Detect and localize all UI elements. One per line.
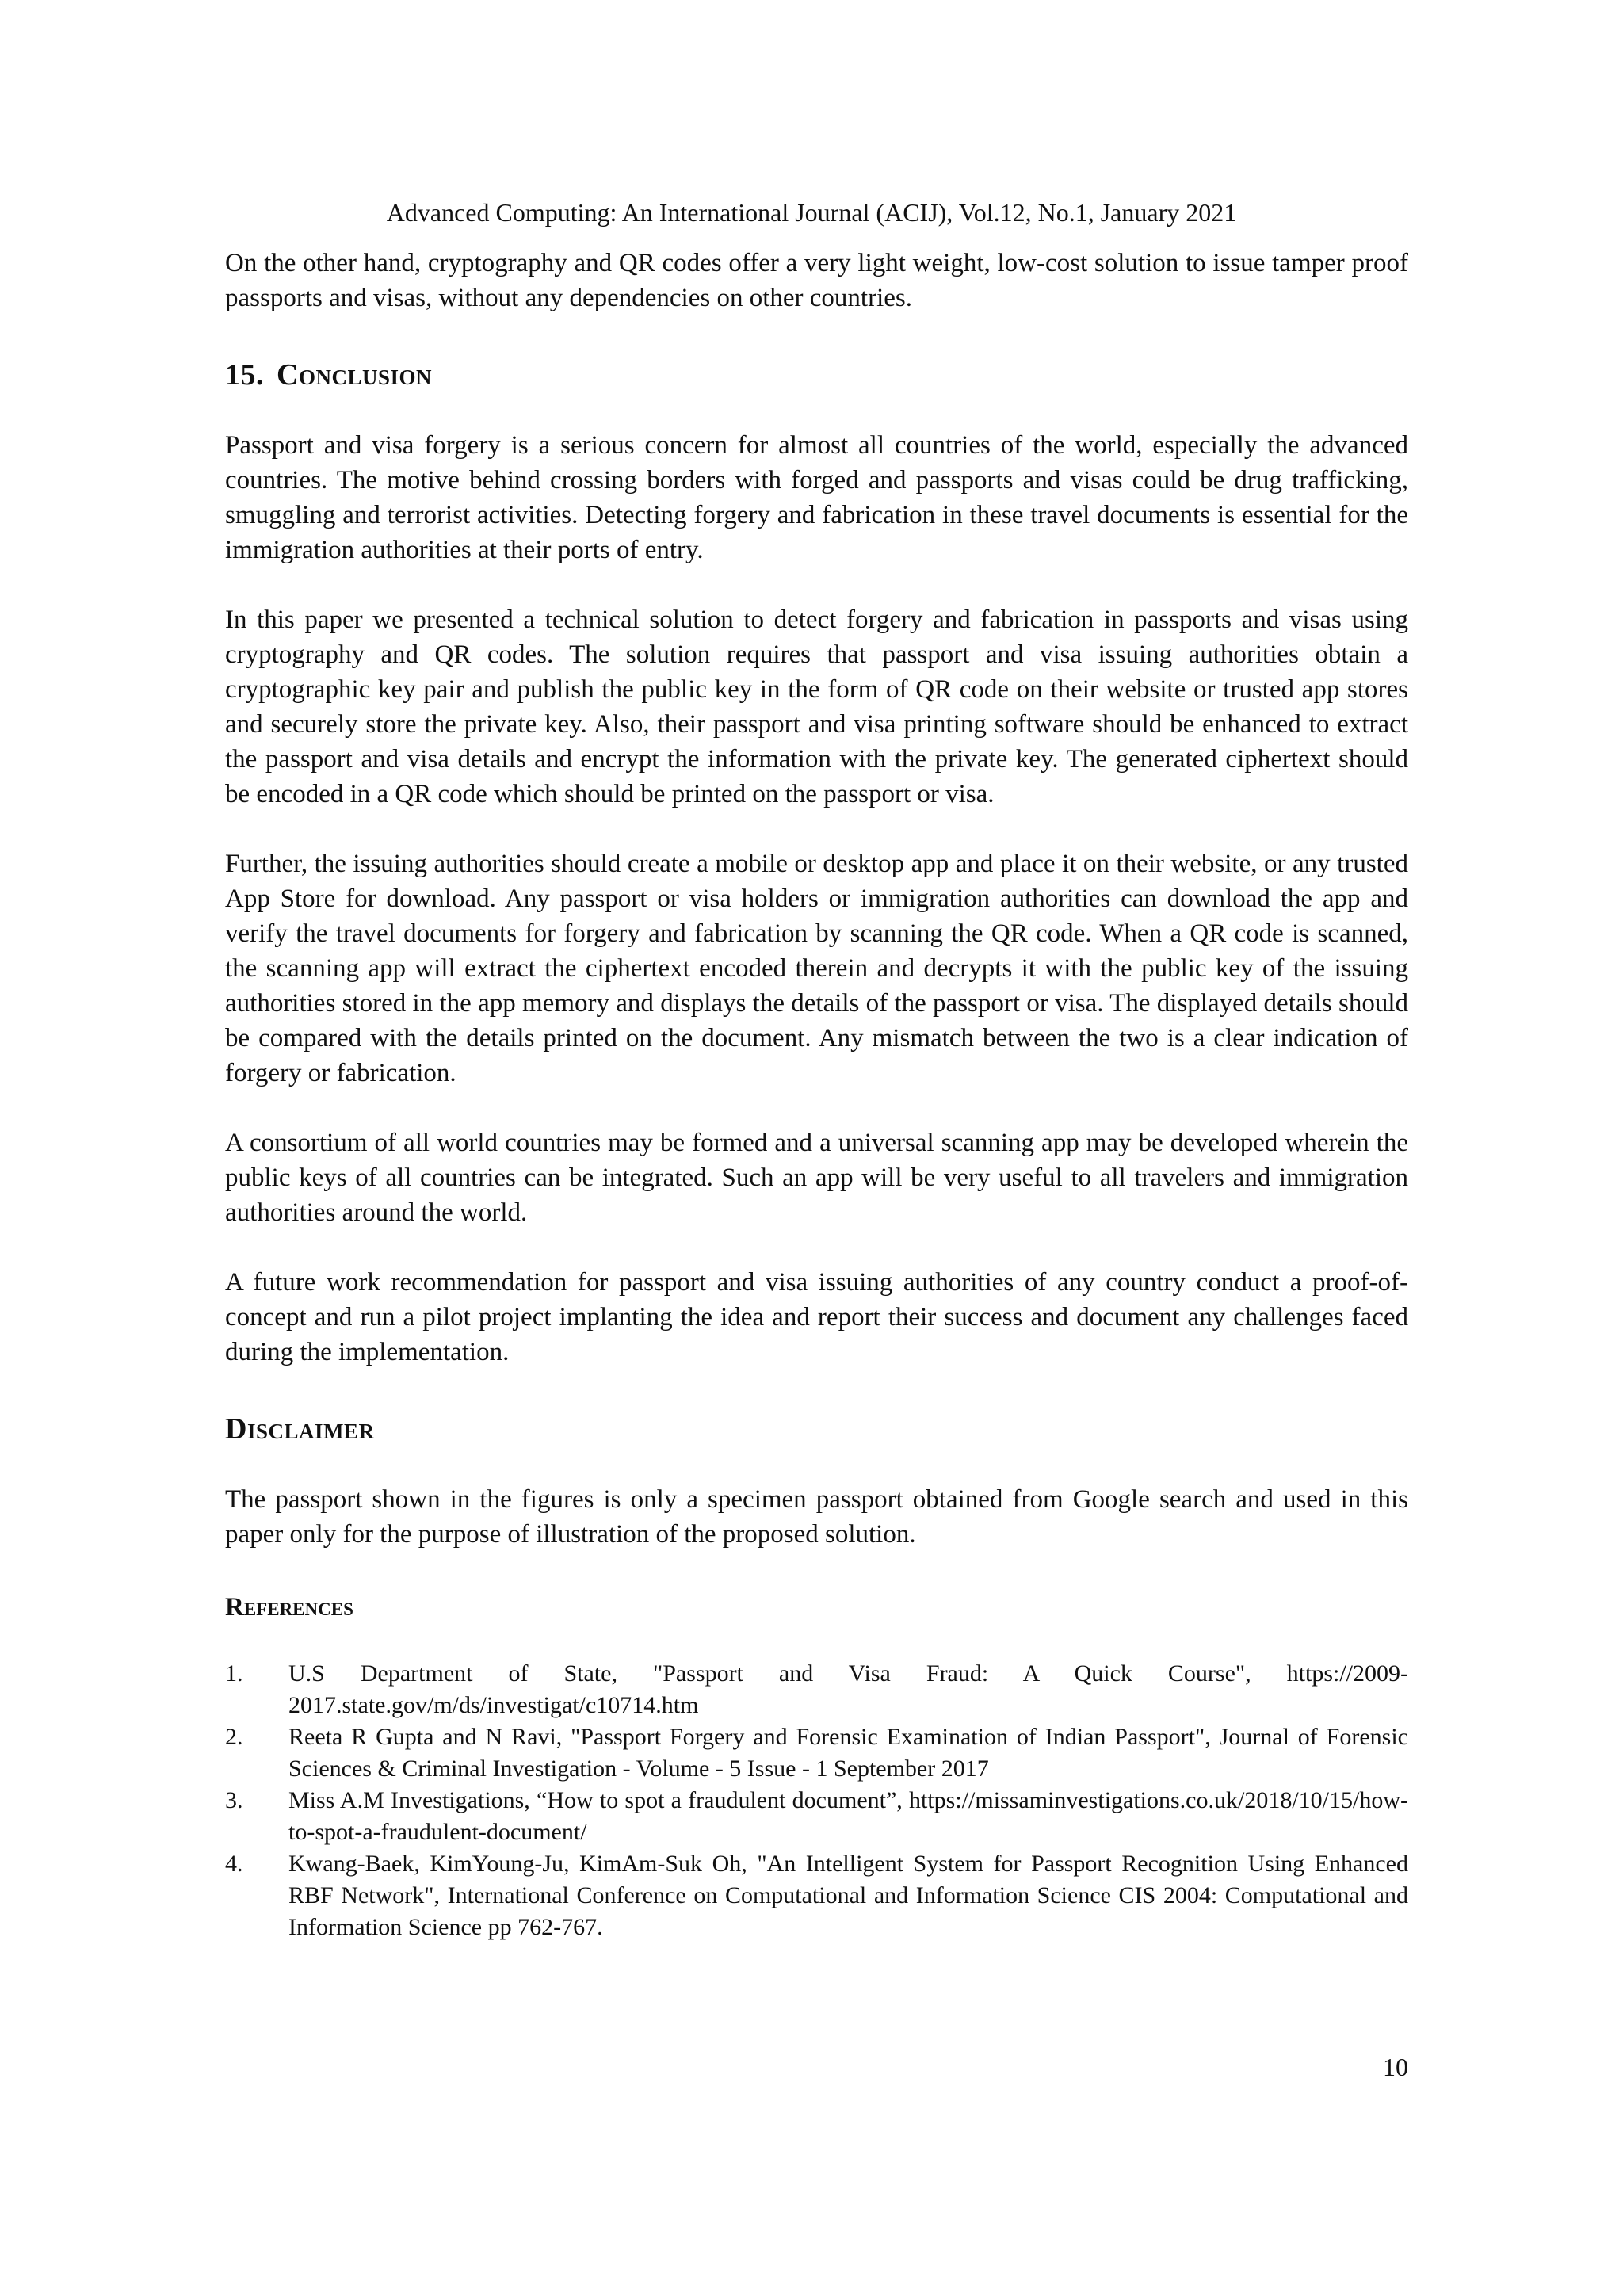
disclaimer-heading: Disclaimer <box>225 1412 375 1446</box>
reference-item <box>225 1785 1408 1848</box>
reference-number: 4. <box>225 1851 243 1877</box>
conclusion-paragraph-2: In this paper we presented a technical solution to detect forgery and fabrication in passports and visas using cryptography and QR codes. The solution requires that passport and visa issuing authorities obtain a cryptographic key pair and publish the public key in the form of QR code on their website or trusted app stores and securely store the private key. Also, their passport and visa printing software should be enhanced to extract the passport and visa details and encrypt the information with the private key. The generated ciphertext should be encoded in a QR code which should be printed on the passport or visa. <box>225 606 1408 808</box>
references-heading: References <box>225 1593 353 1622</box>
reference-text: U.S Department of State, "Passport and Visa Fraud: A Quick Course", https://2009-2017.state.gov/m/ds/investigat/c10714.htm <box>288 1660 1408 1718</box>
references-list <box>225 1658 1408 1943</box>
page-content <box>225 246 1408 1943</box>
reference-text: Kwang-Baek, KimYoung-Ju, KimAm-Suk Oh, "An Intelligent System for Passport Recognition Using Enhanced RBF Network", International Conference on Computational and Information Science CIS 2004: Computational and Information Science pp 762-767. <box>288 1851 1408 1940</box>
running-header: Advanced Computing: An International Journal (ACIJ), Vol.12, No.1, January 2021 <box>386 198 1237 227</box>
reference-number: 3. <box>225 1787 243 1813</box>
reference-text: Reeta R Gupta and N Ravi, "Passport Forgery and Forensic Examination of Indian Passport", Journal of Forensic Sciences & Criminal Investigation - Volume - 5 Issue - 1 September 2017 <box>288 1724 1408 1782</box>
conclusion-paragraph-5: A future work recommendation for passport and visa issuing authorities of any country conduct a proof-of-concept and run a pilot project implanting the idea and report their success and document any challenges faced during the implementation. <box>225 1268 1408 1366</box>
reference-item <box>225 1721 1408 1785</box>
conclusion-heading <box>225 357 1408 393</box>
section-title: Conclusion <box>277 358 432 392</box>
conclusion-paragraph-4: A consortium of all world countries may be formed and a universal scanning app may be developed wherein the public keys of all countries can be integrated. Such an app will be very useful to all travelers and immigration authorities around the world. <box>225 1129 1408 1227</box>
conclusion-paragraph-1: Passport and visa forgery is a serious concern for almost all countries of the world, especially the advanced countries. The motive behind crossing borders with forged and passports and visas could be drug trafficking, smuggling and terrorist activities. Detecting forgery and fabrication in these travel documents is essential for the immigration authorities at their ports of entry. <box>225 431 1408 564</box>
conclusion-paragraph-3: Further, the issuing authorities should create a mobile or desktop app and place it on their website, or any trusted App Store for download. Any passport or visa holders or immigration authorities can download the app and verify the travel documents for forgery and fabrication by scanning the QR code. When a QR code is scanned, the scanning app will extract the ciphertext encoded therein and decrypts it with the public key of the issuing authorities stored in the app memory and displays the details of the passport or visa. The displayed details should be compared with the details printed on the document. Any mismatch between the two is a clear indication of forgery or fabrication. <box>225 850 1408 1087</box>
section-number: 15. <box>225 358 264 392</box>
page-number: 10 <box>1383 2053 1408 2081</box>
reference-number: 1. <box>225 1660 243 1687</box>
intro-paragraph: On the other hand, cryptography and QR codes offer a very light weight, low-cost solution to issue tamper proof passports and visas, without any dependencies on other countries. <box>225 249 1408 312</box>
reference-item <box>225 1848 1408 1943</box>
reference-number: 2. <box>225 1724 243 1750</box>
disclaimer-paragraph: The passport shown in the figures is only a specimen passport obtained from Google search and used in this paper only for the purpose of illustration of the proposed solution. <box>225 1485 1408 1549</box>
reference-item <box>225 1658 1408 1721</box>
reference-text: Miss A.M Investigations, “How to spot a fraudulent document”, https://missaminvestigations.co.uk/2018/10/15/how-to-spot-a-fraudulent-document/ <box>288 1787 1408 1845</box>
